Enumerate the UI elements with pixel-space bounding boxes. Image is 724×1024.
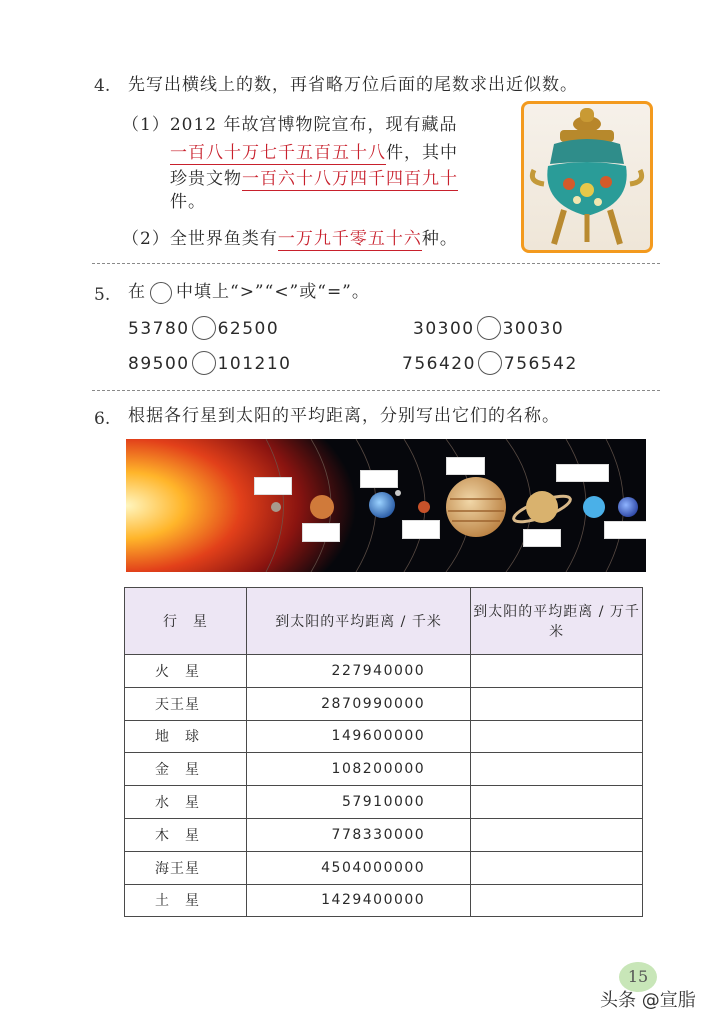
distance-km: 2870990000: [246, 687, 470, 720]
compare-circle[interactable]: [477, 316, 501, 340]
table-row: [125, 687, 643, 720]
compare-item-1: [128, 316, 279, 342]
compare-right: 62500: [217, 319, 280, 339]
table-row: [125, 851, 643, 884]
planet-distance-table: [124, 587, 643, 917]
planet-name: 木 星: [125, 818, 247, 851]
header-distance-km: 到太阳的平均距离 / 千米: [246, 588, 470, 655]
table-row: [125, 655, 643, 688]
distance-km: 1429400000: [246, 884, 470, 917]
q4-part2-label: （2）: [122, 229, 170, 249]
compare-circle[interactable]: [192, 351, 216, 375]
planet-name: 金 星: [125, 753, 247, 786]
distance-km: 108200000: [246, 753, 470, 786]
q4-title: 先写出横线上的数，再省略万位后面的尾数求出近似数。: [128, 75, 578, 95]
table-row: [125, 720, 643, 753]
answer-cell[interactable]: [471, 851, 643, 884]
distance-km: 57910000: [246, 786, 470, 819]
header-planet: 行 星: [125, 588, 247, 655]
q5-title: [128, 279, 370, 305]
planet-name: 水 星: [125, 786, 247, 819]
q6-number: 6.: [94, 409, 111, 429]
q5-title-a: 在: [128, 282, 146, 302]
answer-cell[interactable]: [471, 753, 643, 786]
answer-cell[interactable]: [471, 818, 643, 851]
table-row: [125, 753, 643, 786]
q4-part1-answer-line-2: 一百六十八万四千四百九十: [242, 169, 458, 189]
distance-km: 149600000: [246, 720, 470, 753]
q4-part2-answer-line: 一万九千零五十六: [277, 229, 422, 249]
compare-right: 101210: [217, 354, 292, 374]
compare-left: 89500: [128, 354, 190, 374]
q4-part1-line3: [170, 166, 458, 192]
q4-number: 4.: [94, 76, 111, 96]
compare-item-3: [128, 351, 292, 377]
planet-name: 天王星: [125, 687, 247, 720]
q4-part1-text-c: 珍贵文物: [170, 169, 242, 189]
header-distance-wan-km: 到太阳的平均距离 / 万千米: [471, 588, 643, 655]
planet-label-box-mercury[interactable]: [254, 477, 292, 495]
compare-item-2: [413, 316, 564, 342]
planet-name: 土 星: [125, 884, 247, 917]
distance-km: 227940000: [246, 655, 470, 688]
compare-left: 30300: [413, 319, 475, 339]
compare-right: 30030: [502, 319, 565, 339]
section-divider: [92, 263, 660, 264]
q4-part2-line: [122, 226, 458, 252]
planet-name: 火 星: [125, 655, 247, 688]
answer-cell[interactable]: [471, 687, 643, 720]
planet-label-box-venus[interactable]: [302, 523, 340, 542]
planet-label-box-uranus[interactable]: [556, 464, 609, 482]
q5-number: 5.: [94, 285, 111, 305]
planet-label-box-mars[interactable]: [402, 520, 440, 539]
page-number-badge: 15: [619, 962, 657, 992]
compare-left: 756420: [402, 354, 476, 374]
compare-item-4: [402, 351, 578, 377]
answer-cell[interactable]: [471, 786, 643, 819]
q4-part1-text-a: 2012 年故宫博物院宣布，现有藏品: [169, 115, 458, 135]
answer-cell[interactable]: [471, 884, 643, 917]
distance-km: 778330000: [246, 818, 470, 851]
compare-circle[interactable]: [478, 351, 502, 375]
compare-right: 756542: [503, 354, 578, 374]
q4-part2-text-b: 种。: [421, 229, 458, 249]
answer-cell[interactable]: [471, 720, 643, 753]
section-divider: [92, 390, 660, 391]
planet-name: 地 球: [125, 720, 247, 753]
q5-title-b: 中填上“>”“<”或“=”。: [176, 282, 370, 302]
distance-km: 4504000000: [246, 851, 470, 884]
solar-system-image: [126, 439, 646, 572]
cloisonne-vase-image: [521, 101, 653, 253]
q6-title: 根据各行星到太阳的平均距离，分别写出它们的名称。: [128, 406, 560, 426]
planet-label-box-saturn[interactable]: [523, 529, 561, 547]
answer-cell[interactable]: [471, 655, 643, 688]
watermark-text: 头条 @宣脂: [600, 990, 696, 1011]
q4-part1-line2: [170, 140, 458, 166]
compare-left: 53780: [128, 319, 190, 339]
q4-part2-text-a: 全世界鱼类有: [169, 229, 278, 249]
planet-label-box-earth[interactable]: [360, 470, 398, 488]
answer-circle-icon: [150, 282, 172, 304]
q4-part1-line4: 件。: [170, 192, 206, 212]
table-row: [125, 818, 643, 851]
table-row: [125, 884, 643, 917]
q4-part1-label: （1）: [122, 115, 170, 135]
planet-label-box-neptune[interactable]: [604, 521, 646, 539]
table-header-row: [125, 588, 643, 655]
q4-part1-answer-line-1: 一百八十万七千五百五十八: [170, 143, 386, 163]
q4-part1-text-b: 件，其中: [386, 143, 458, 163]
q4-part1-line1: [122, 112, 458, 138]
compare-circle[interactable]: [192, 316, 216, 340]
planet-name: 海王星: [125, 851, 247, 884]
planet-label-box-jupiter[interactable]: [446, 457, 485, 475]
table-row: [125, 786, 643, 819]
